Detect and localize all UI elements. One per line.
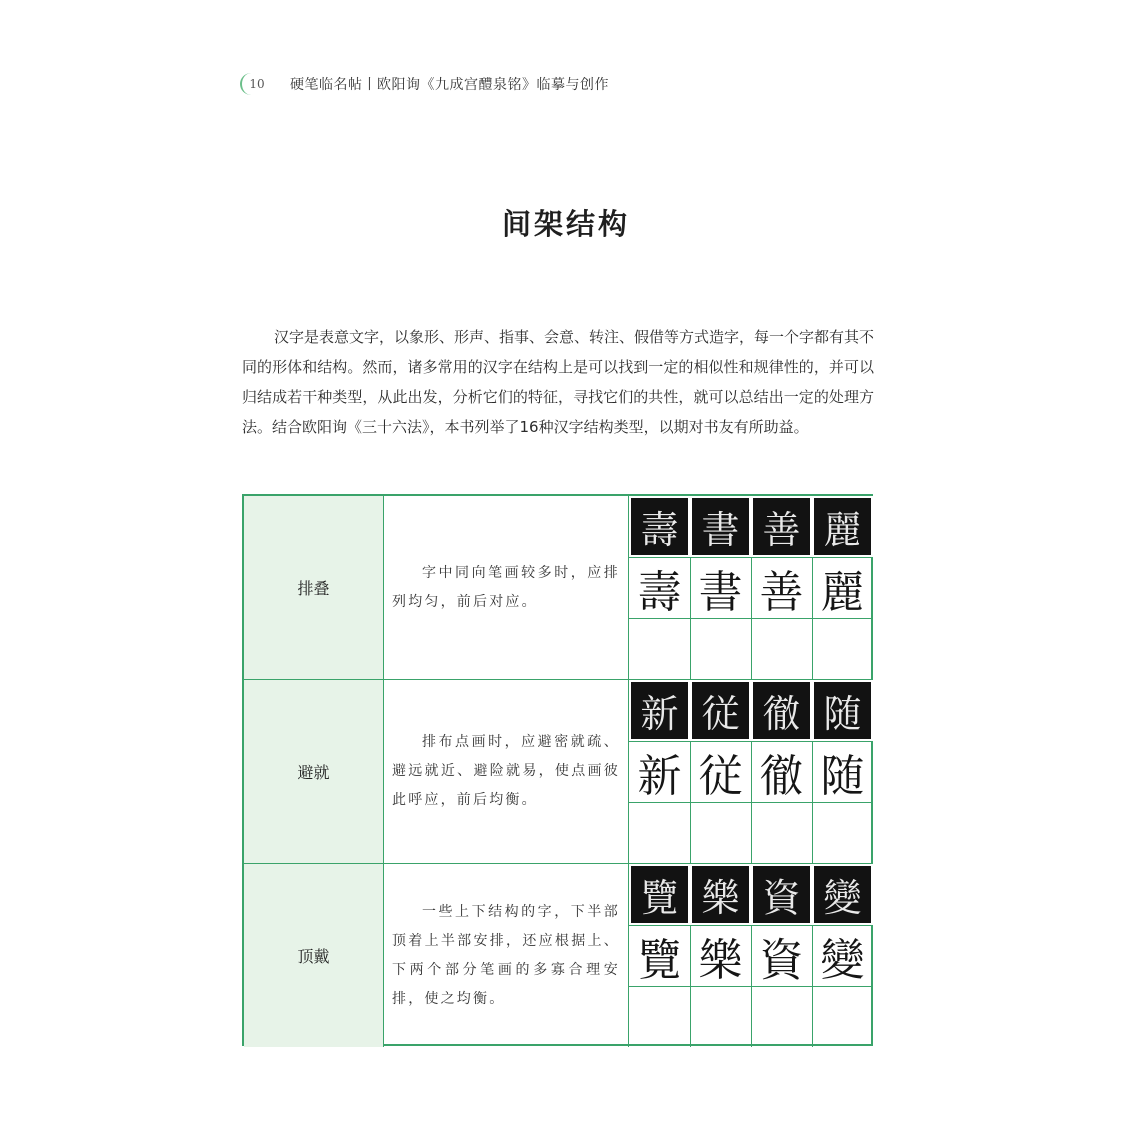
category-description [384,680,629,863]
copy-character: 麗 [820,566,865,618]
rubbing-glyph: 徹 [762,692,801,736]
grid-line [629,741,871,742]
description-text: 字中同向笔画较多时，应排列均匀，前后对应。 [392,564,620,610]
rubbing-glyph: 随 [823,692,862,736]
grid-line [629,557,871,558]
description-text: 一些上下结构的字，下半部顶着上半部安排，还应根据上、下两个部分笔画的多寡合理安排，使之均衡。 [392,903,620,1007]
category-name: 排叠 [244,496,384,679]
copy-character: 従 [698,750,743,802]
grid-line [751,925,752,1047]
grid-line [690,925,691,1047]
category-description [384,864,629,1047]
rubbing-glyph: 覽 [640,876,679,920]
category-name: 避就 [244,680,384,863]
copy-character: 資 [759,934,804,986]
rubbing-character [751,496,812,557]
page-number: 10 [240,73,272,95]
table-row [244,864,871,1047]
category-name: 顶戴 [244,864,384,1047]
rubbing-glyph: 書 [701,508,740,552]
category-description [384,496,629,679]
copy-character: 覽 [637,934,682,986]
rubbing-character [629,864,690,925]
copy-character: 新 [637,750,682,802]
copy-character: 變 [820,934,865,986]
copy-character: 随 [820,750,865,802]
rubbing-character [751,864,812,925]
rubbing-glyph: 變 [823,876,862,920]
running-title: 硬笔临名帖丨欧阳询《九成宫醴泉铭》临摹与创作 [290,77,609,93]
rubbing-glyph: 新 [640,692,679,736]
rubbing-character [751,680,812,741]
running-header [240,70,609,98]
copy-character: 書 [698,566,743,618]
rubbing-glyph: 善 [762,508,801,552]
rubbing-character [812,496,873,557]
table-row [244,680,871,863]
grid-line [751,557,752,679]
table-row [244,496,871,679]
character-grid [629,496,871,679]
copy-character: 徹 [759,750,804,802]
copy-character: 善 [759,566,804,618]
grid-line [812,741,813,863]
character-grid [629,864,871,1047]
copy-character: 壽 [637,566,682,618]
copy-character: 樂 [698,934,743,986]
rubbing-character [629,680,690,741]
grid-line [690,557,691,679]
character-grid [629,680,871,863]
grid-line [812,557,813,679]
rubbing-character [690,864,751,925]
rubbing-glyph: 樂 [701,876,740,920]
grid-line [812,925,813,1047]
grid-line [690,741,691,863]
rubbing-glyph: 従 [701,692,740,736]
rubbing-character [629,496,690,557]
rubbing-glyph: 麗 [823,508,862,552]
rubbing-character [690,680,751,741]
grid-line [629,618,871,619]
grid-line [629,802,871,803]
rubbing-glyph: 資 [762,876,801,920]
grid-line [629,925,871,926]
grid-line [751,741,752,863]
rubbing-character [812,680,873,741]
structure-table [242,494,873,1046]
rubbing-character [690,496,751,557]
rubbing-character [812,864,873,925]
rubbing-glyph: 壽 [640,508,679,552]
intro-paragraph: 汉字是表意文字，以象形、形声、指事、会意、转注、假借等方式造字，每一个字都有其不同的形体和结构。然而，诸多常用的汉字在结构上是可以找到一定的相似性和规律性的，并可以归结成若干种类型，从此出发，分析它们的特征，寻找它们的共性，就可以总结出一定的处理方法。结合欧阳询《三十六法》，本书列举了16种汉字结构类型，以期对书友有所助益。 [242,328,875,436]
grid-line [629,986,871,987]
description-text: 排布点画时，应避密就疏、避远就近、避险就易，使点画彼此呼应，前后均衡。 [392,734,620,808]
section-title: 间架结构 [501,207,630,241]
